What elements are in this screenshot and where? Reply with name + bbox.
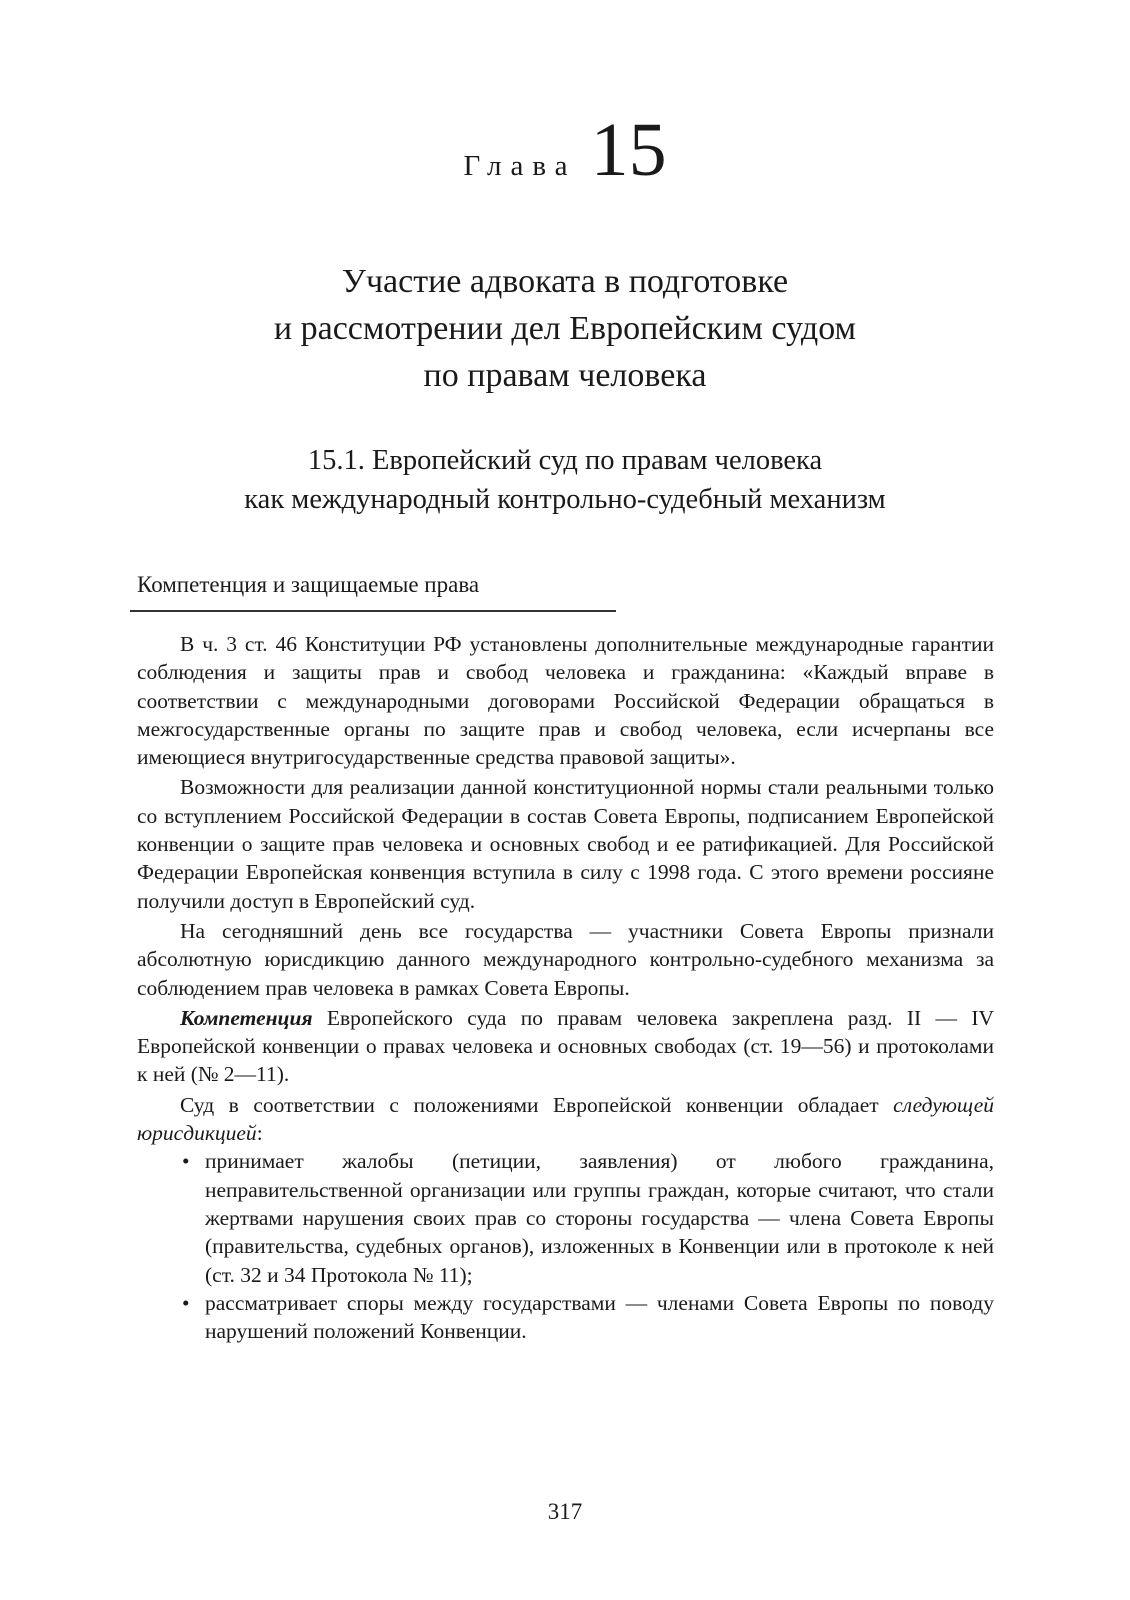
chapter-title-line: Участие адвоката в подготовке xyxy=(341,263,789,300)
bullet-icon: • xyxy=(182,1149,190,1174)
paragraph-text: Европейского суда по правам человека закреплена разд. II — IV Европейской конвенции о правах человека и основных свободах (ст. 19—56) и протоколами к ней (№ 2—11). xyxy=(137,1005,994,1087)
paragraph: На сегодняшний день все государства — участники Совета Европы признали абсолютную юрисдикцию данного международного контрольно-судебного механизма за соблюдением прав человека в рамках Совета Европы. xyxy=(137,918,994,1000)
term-jurisdiction: следующей юрисдикцией xyxy=(137,1092,994,1146)
jurisdiction-list xyxy=(137,1147,994,1345)
paragraph xyxy=(137,1091,994,1148)
body-text xyxy=(137,630,994,1345)
subsection-heading: Компетенция и защищаемые права xyxy=(137,572,480,597)
paragraph-text: : xyxy=(256,1121,263,1146)
chapter-label: Глава xyxy=(463,150,577,182)
chapter-title-line: и рассмотрении дел Европейским судом xyxy=(273,310,857,347)
section-title xyxy=(0,441,1130,519)
paragraph: Возможности для реализации данной конституционной нормы стали реальными только со вступлением Российской Федерации в состав Совета Европы, подписанием Европейской конвенции о защите прав человека и основных свобод и ее ратификацией. Для Российской Федерации Европейская конвенция вступила в силу с 1998 года. С этого времени россияне получили доступ в Европейский суд. xyxy=(137,775,994,913)
paragraph: В ч. 3 ст. 46 Конституции РФ установлены дополнительные международные гарантии соблюдения и защиты прав и свобод человека и гражданина: «Каждый вправе в соответствии с международными договорами Российской Федерации обращаться в межгосударственные органы по защите прав и свобод человека, если исчерпаны все имеющиеся внутригосударственные средства правовой защиты». xyxy=(137,632,994,770)
list-item xyxy=(180,1147,994,1288)
chapter-title xyxy=(0,258,1130,399)
chapter-number: 15 xyxy=(590,108,667,192)
subsection-underline xyxy=(130,610,616,612)
term-competence: Компетенция xyxy=(180,1005,313,1030)
bullet-icon: • xyxy=(182,1290,190,1315)
chapter-heading xyxy=(0,108,1130,192)
list-item-text: принимает жалобы (петиции, заявления) от любого гражданина, неправительственной организации или группы граждан, которые считают, что стали жертвами нарушения своих прав со стороны государства — члена Совета Европы (правительства, судебных органов), изложенных в Конвенции или в протоколе к ней (ст. 32 и 34 Протокола № 11); xyxy=(205,1149,994,1287)
list-item xyxy=(180,1289,994,1346)
chapter-title-line: по правам человека xyxy=(423,357,707,394)
paragraph xyxy=(137,1004,994,1089)
paragraph-text: Суд в соответствии с положениями Европейской конвенции обладает xyxy=(180,1092,894,1117)
list-item-text: рассматривает споры между государствами — членами Совета Европы по поводу нарушений положений Конвенции. xyxy=(205,1290,994,1344)
section-title-line: 15.1. Европейский суд по правам человека xyxy=(307,445,823,476)
section-title-line: как международный контрольно-судебный механизм xyxy=(244,484,886,515)
page-number: 317 xyxy=(547,1499,583,1524)
